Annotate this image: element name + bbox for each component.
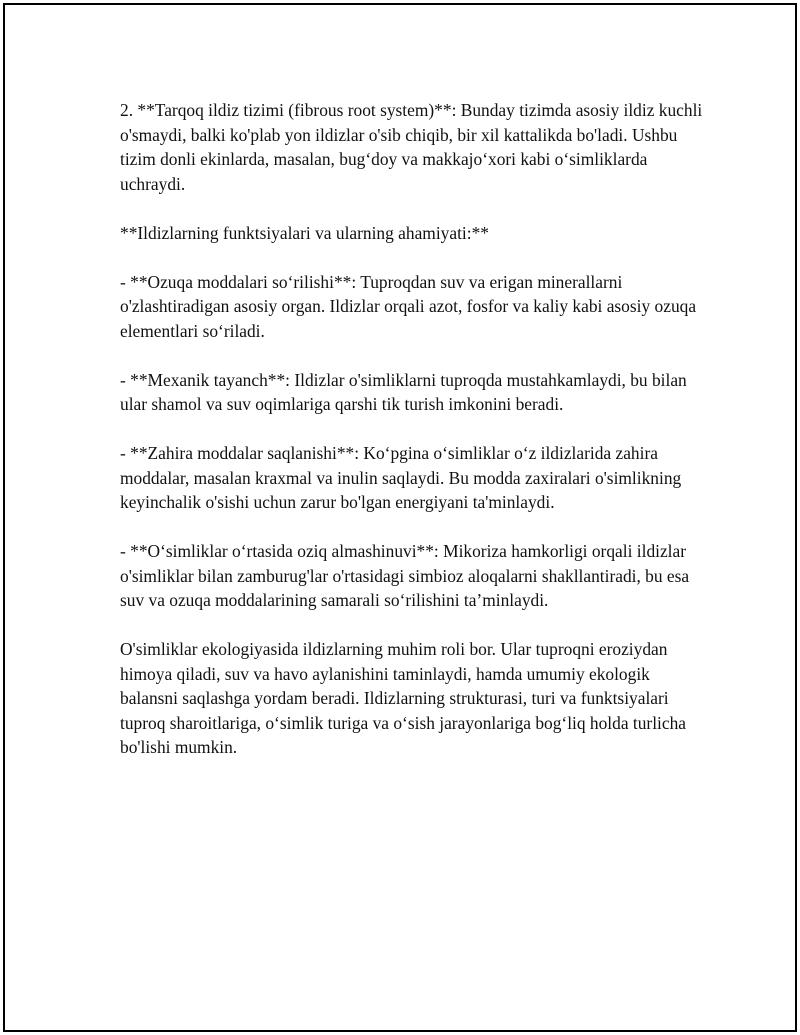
list-item-nutrient-absorption: - **Ozuqa moddalari so‘rilishi**: Tuproqdan suv va erigan minerallarni o'zlashtiradigan asosiy organ. Ildizlar orqali azot, fosfor va kaliy kabi asosiy ozuqa elementlari so‘riladi.: [120, 271, 697, 341]
section-heading-root-functions: **Ildizlarning funktsiyalari va ularning ahamiyati:**: [120, 222, 489, 243]
paragraph-fibrous-root-system: 2. **Tarqoq ildiz tizimi (fibrous root system)**: Bunday tizimda asosiy ildiz kuchli o'smaydi, balki ko'plab yon ildizlar o'sib chiqib, bir xil kattalikda bo'ladi. Ushbu tizim donli ekinlarda, masalan, bug‘doy va makkajo‘xori kabi o‘simliklarda uchraydi.: [120, 100, 703, 194]
paragraph-ecological-role: O'simliklar ekologiyasida ildizlarning muhim roli bor. Ular tuproqni eroziydan himoya qiladi, suv va havo aylanishini taminlaydi, hamda umumiy ekologik balansni saqlashga yordam beradi. Ildizlarning strukturasi, turi va funktsiyalari tuproq sharoitlariga, o‘simlik turiga va o‘sish jarayonlariga bog‘liq holda turlicha bo'lishi mumkin.: [120, 639, 687, 757]
document-body: [120, 98, 705, 784]
document-page: [3, 3, 797, 1032]
list-item-storage: - **Zahira moddalar saqlanishi**: Ko‘pgina o‘simliklar o‘z ildizlarida zahira moddalar, masalan kraxmal va inulin saqlaydi. Bu modda zaxiralari o'simlikning keyinchalik o'sishi uchun zarur bo'lgan energiyani ta'minlaydi.: [120, 443, 682, 512]
list-item-nutrient-exchange: - **O‘simliklar o‘rtasida oziq almashinuvi**: Mikoriza hamkorligi orqali ildizlar o'simliklar bilan zamburug'lar o'rtasidagi simbioz aloqalarni shakllantiradi, bu esa suv va ozuqa moddalarining samarali so‘rilishini ta’minlaydi.: [120, 541, 690, 610]
list-item-mechanical-support: - **Mexanik tayanch**: Ildizlar o'simliklarni tuproqda mustahkamlaydi, bu bilan ular shamol va suv oqimlariga qarshi tik turish imkonini beradi.: [120, 369, 687, 414]
